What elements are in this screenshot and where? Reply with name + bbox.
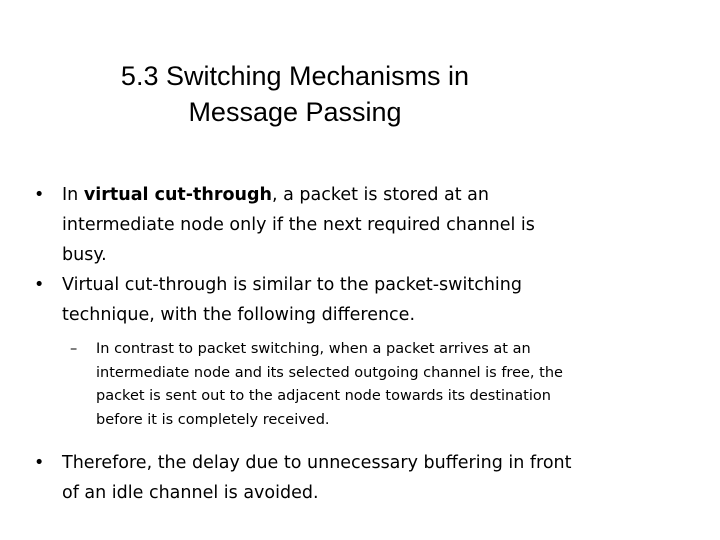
title-line: Message Passing [188, 97, 402, 127]
bullet-line: intermediate node only if the next required channel is [62, 215, 535, 235]
sub-bullet-line: In contrast to packet switching, when a packet arrives at an [96, 341, 531, 357]
slide-title [60, 58, 530, 130]
bullet-text: In [62, 185, 84, 205]
spacer [30, 432, 670, 448]
title-line: 5.3 Switching Mechanisms in [120, 61, 470, 91]
bullet-line: technique, with the following difference. [62, 305, 416, 325]
bullet-marker: • [34, 185, 45, 205]
sub-bullet-marker: – [70, 341, 78, 357]
bold-term: virtual cut-through [83, 185, 272, 205]
bullet-line: of an idle channel is avoided. [62, 483, 319, 503]
bullet-line: busy. [62, 245, 107, 265]
bullet-line: Virtual cut-through is similar to the packet-switching [62, 275, 522, 295]
bullet-item [30, 270, 670, 330]
bullet-item [30, 448, 670, 508]
bullet-marker: • [34, 453, 45, 473]
bullet-item [30, 180, 670, 270]
bullet-marker: • [34, 275, 45, 295]
bullet-line [62, 180, 670, 210]
sub-bullet-line: packet is sent out to the adjacent node towards its destination [96, 388, 551, 404]
sub-bullet-line: intermediate node and its selected outgoing channel is free, the [96, 364, 563, 381]
bullet-text: , a packet is stored at an [271, 185, 489, 205]
sub-bullet-item [30, 338, 670, 432]
sub-bullet-line: before it is completely received. [96, 411, 330, 428]
slide-body [30, 180, 670, 508]
bullet-line: Therefore, the delay due to unnecessary buffering in front [62, 453, 572, 473]
